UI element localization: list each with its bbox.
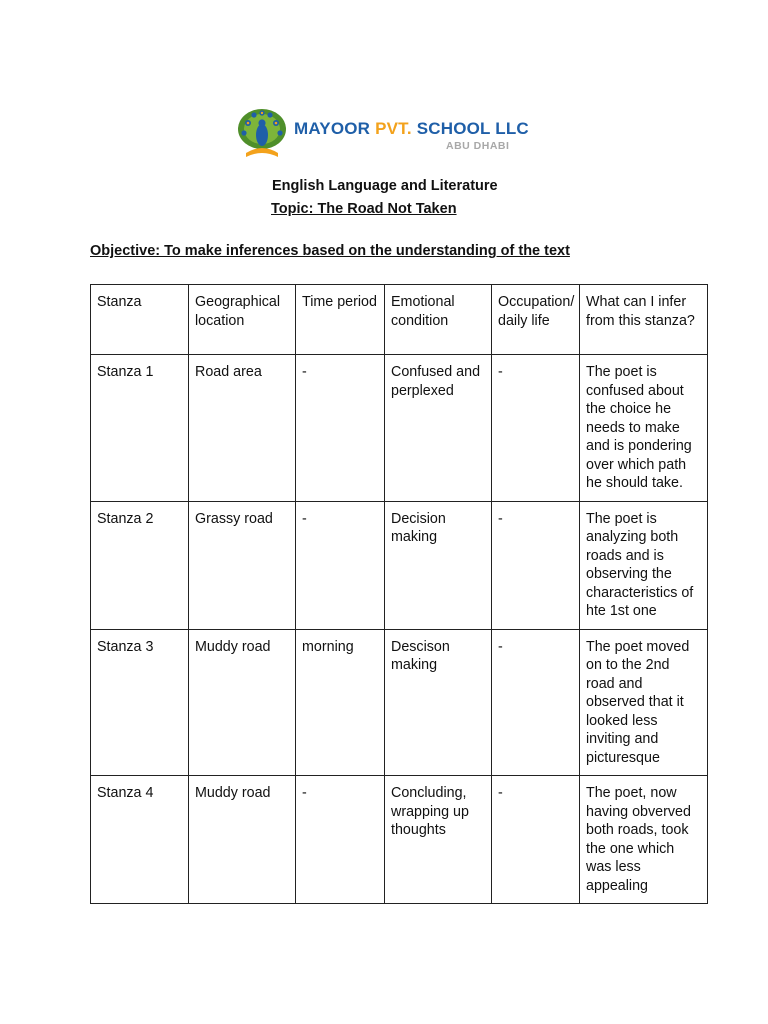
- table-cell: Stanza 3: [91, 629, 189, 776]
- table-row: [91, 629, 708, 776]
- table-cell: Stanza 2: [91, 501, 189, 629]
- table-cell: The poet is confused about the choice he needs to make and is pondering over which path he should take.: [580, 355, 708, 502]
- table-cell: Muddy road: [189, 776, 296, 904]
- header-cell: Stanza: [91, 285, 189, 355]
- header-cell: Time period: [296, 285, 385, 355]
- table-header-row: [91, 285, 708, 355]
- table-cell: Grassy road: [189, 501, 296, 629]
- table-cell: Descison making: [385, 629, 492, 776]
- table-cell: -: [296, 776, 385, 904]
- table-cell: The poet moved on to the 2nd road and observed that it looked less inviting and picturesque: [580, 629, 708, 776]
- table-cell: -: [492, 629, 580, 776]
- header-cell: Geographical location: [189, 285, 296, 355]
- objective-text: Objective: To make inferences based on the understanding of the text: [90, 243, 570, 259]
- table-row: [91, 776, 708, 904]
- table-cell: Stanza 4: [91, 776, 189, 904]
- peacock-icon: [236, 107, 288, 161]
- table-cell: Stanza 1: [91, 355, 189, 502]
- table-cell: -: [296, 355, 385, 502]
- table-cell: -: [492, 355, 580, 502]
- header-cell: Occupation/ daily life: [492, 285, 580, 355]
- topic-title: Topic: The Road Not Taken: [271, 201, 457, 217]
- table-cell: Decision making: [385, 501, 492, 629]
- header-cell: What can I infer from this stanza?: [580, 285, 708, 355]
- school-logo: [236, 107, 536, 161]
- table-cell: Concluding, wrapping up thoughts: [385, 776, 492, 904]
- table-cell: The poet, now having obverved both roads, took the one which was less appealing: [580, 776, 708, 904]
- table-row: [91, 355, 708, 502]
- table-cell: Muddy road: [189, 629, 296, 776]
- table-cell: -: [492, 501, 580, 629]
- school-city: ABU DHABI: [446, 140, 510, 152]
- table-cell: Confused and perplexed: [385, 355, 492, 502]
- school-name: MAYOOR PVT. SCHOOL LLC: [294, 119, 529, 138]
- header-cell: Emotional condition: [385, 285, 492, 355]
- table-cell: -: [492, 776, 580, 904]
- table-row: [91, 501, 708, 629]
- table-cell: morning: [296, 629, 385, 776]
- table-cell: The poet is analyzing both roads and is observing the characteristics of hte 1st one: [580, 501, 708, 629]
- subject-title: English Language and Literature: [272, 178, 498, 194]
- table-cell: Road area: [189, 355, 296, 502]
- table-cell: -: [296, 501, 385, 629]
- inference-table: [90, 284, 708, 904]
